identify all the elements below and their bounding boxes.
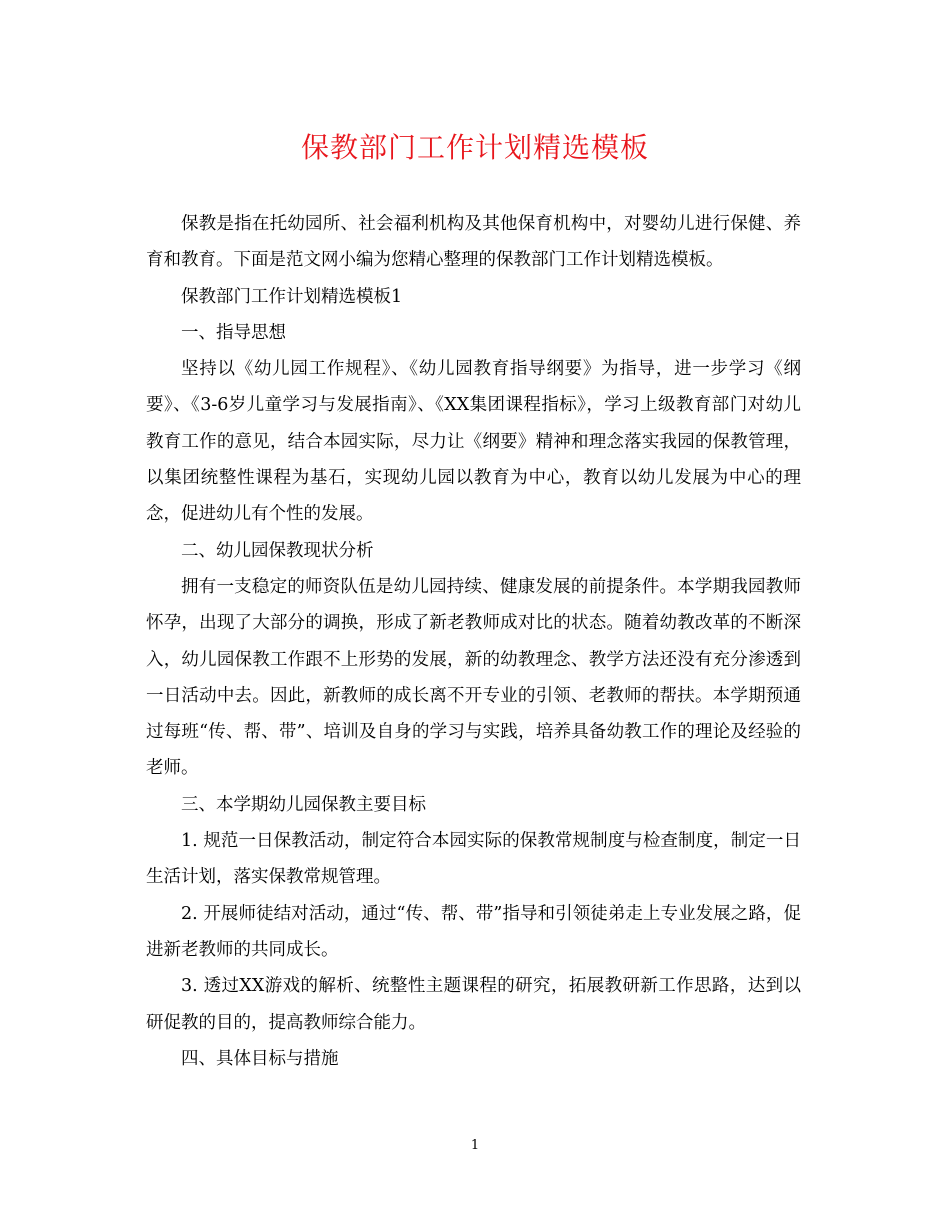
document-title: 保教部门工作计划精选模板 [300,131,649,164]
body-paragraph: 拥有一支稳定的师资队伍是幼儿园持续、健康发展的前提条件。本学期我园教师怀孕，出现了大部分的调换，形成了新老教师成对比的状态。随着幼教改革的不断深入，幼儿园保教工作跟不上形势的发展，新的幼教理念、教学方法还没有充分渗透到一日活动中去。因此，新教师的成长离不开专业的引领、老教师的帮扶。本学期预通过每班“传、帮、带”、培训及自身的学习与实践，培养具备幼教工作的理论及经验的老师。 [146,576,801,779]
list-item: 2. 开展师徒结对活动，通过“传、帮、带”指导和引领徒弟走上专业发展之路，促进新老教师的共同成长。 [146,903,801,960]
page-number: 1 [470,1138,480,1153]
list-item: 1. 规范一日保教活动，制定符合本园实际的保教常规制度与检查制度，制定一日生活计划，落实保教常规管理。 [146,831,801,888]
body-paragraph: 坚持以《幼儿园工作规程》、《幼儿园教育指导纲要》为指导，进一步学习《纲要》、《3-6岁儿童学习与发展指南》、《XX集团课程指标》，学习上级教育部门对幼儿教育工作的意见，结合本园实际，尽力让《纲要》精神和理念落实我园的保教管理，以集团统整性课程为基石，实现幼儿园以教育为中心，教育以幼儿发展为中心的理念，促进幼儿有个性的发展。 [146,359,801,525]
section-heading-main-goals: 三、本学期幼儿园保教主要目标 [181,794,426,815]
intro-paragraph: 保教是指在托幼园所、社会福利机构及其他保育机构中，对婴幼儿进行保健、养育和教育。下面是范文网小编为您精心整理的保教部门工作计划精选模板。 [146,214,801,271]
document-body [146,206,801,1077]
section-heading-guiding-ideology: 一、指导思想 [181,322,286,343]
section-heading-template-1: 保教部门工作计划精选模板1 [181,286,403,307]
section-heading-specific-measures: 四、具体目标与措施 [181,1048,339,1069]
list-item: 3. 透过XX游戏的解析、统整性主题课程的研究，拓展教研新工作思路，达到以研促教的目的，提高教师综合能力。 [146,976,801,1033]
section-heading-status-analysis: 二、幼儿园保教现状分析 [181,540,374,561]
